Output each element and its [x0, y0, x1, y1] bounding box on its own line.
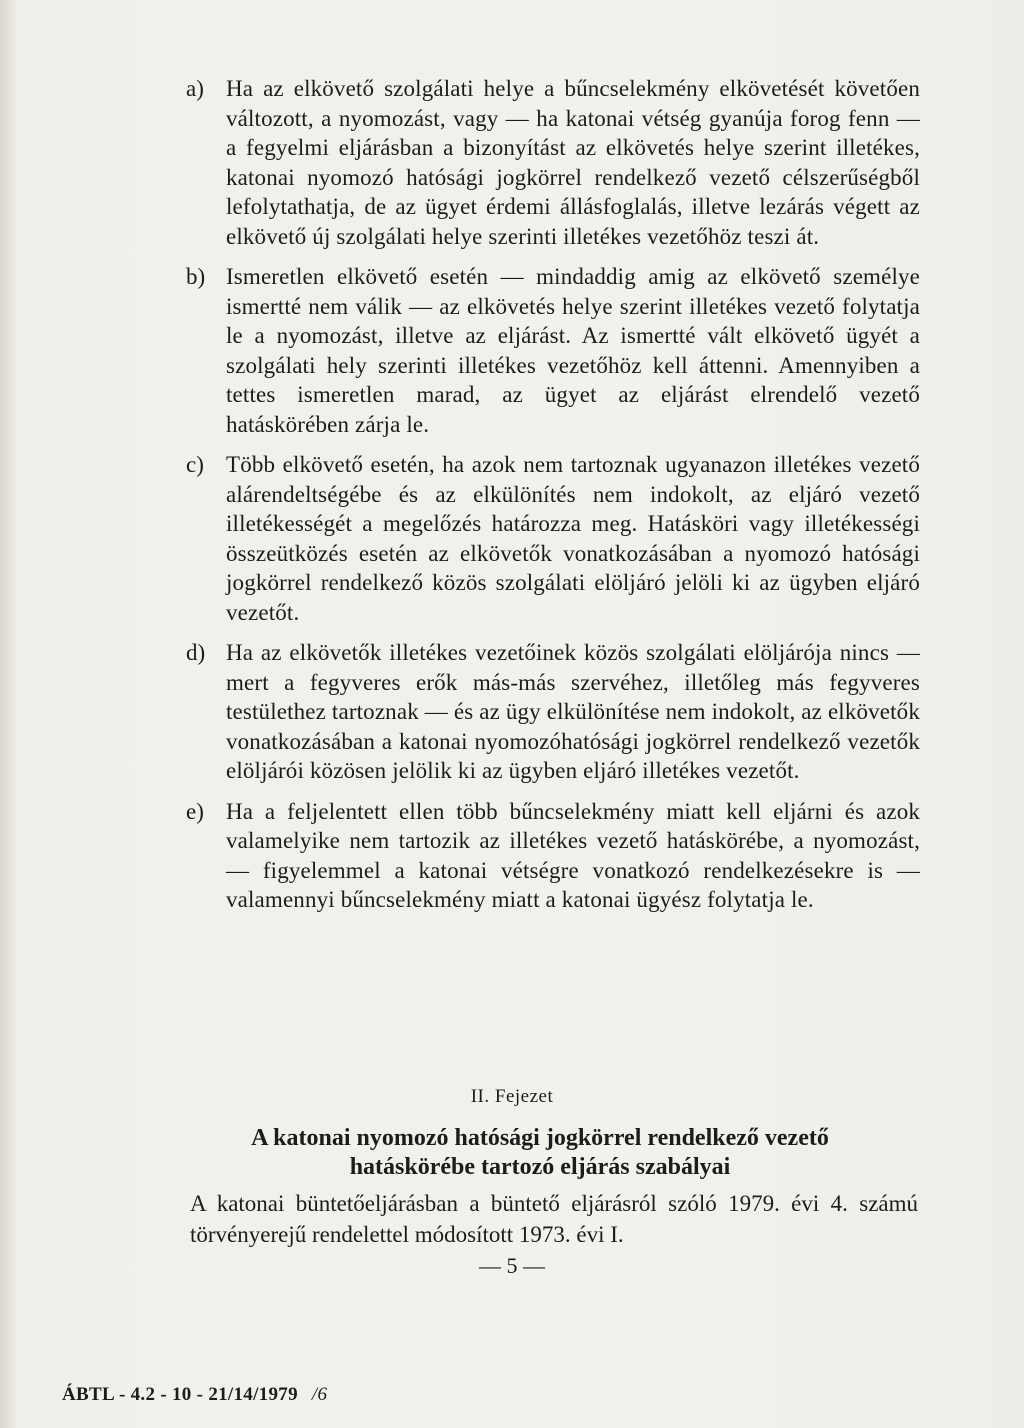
item-text: Több elkövető esetén, ha azok nem tartoznak ugyanazon illetékes vezető alárendeltségébe és az elkülönítés nem indokolt, az eljáró vezető illetékességét a megelőzés határozza meg. Hatásköri vagy illetékességi összeütközés esetén az elkövetők vonatkozásában a nyomozó hatósági jogkörrel rendelkező közös szolgálati elöljáró jelöli ki az ügyben eljáró vezetőt.: [226, 452, 920, 625]
item-letter: b): [186, 264, 206, 289]
list-item-e: [186, 797, 920, 915]
body-paragraph: A katonai büntetőeljárásban a büntető eljárásról szóló 1979. évi 4. számú törvényerejű rendelettel módosított 1973. évi I.: [190, 1191, 918, 1247]
list-item-a: [186, 74, 920, 251]
section-title-line-1: A katonai nyomozó hatósági jogkörrel rendelkező vezető: [251, 1125, 829, 1151]
archive-reference-suffix: /6: [311, 1384, 328, 1405]
page-number: — 5 —: [479, 1253, 545, 1278]
section-title-line-2: hatáskörébe tartozó eljárás szabályai: [349, 1154, 731, 1180]
item-letter: a): [186, 76, 204, 101]
item-text: Ismeretlen elkövető esetén — mindaddig amig az elkövető személye ismertté nem válik — az elkövetés helye szerint illetékes vezető folytatja le a nyomozást, illetve az eljárást. Az ismertté vált elkövető ügyét a szolgálati hely szerinti illetékes vezetőhöz kell áttenni. Amennyiben a tettes ismeretlen marad, az ügyet az eljárást elrendelő vezető hatáskörében zárja le.: [226, 264, 920, 437]
item-letter: d): [186, 640, 206, 665]
archive-reference: [62, 1384, 327, 1406]
item-letter: c): [186, 452, 204, 477]
chapter-heading: II. Fejezet: [470, 1086, 554, 1107]
list-item-d: [186, 638, 920, 786]
item-list: [186, 74, 920, 926]
archive-reference-code: ÁBTL - 4.2 - 10 - 21/14/1979: [62, 1384, 298, 1405]
list-item-b: [186, 262, 920, 439]
item-text: Ha az elkövető szolgálati helye a bűncselekmény elkövetését követően változott, a nyomozást, vagy — ha katonai vétség gyanúja forog fenn — a fegyelmi eljárásban a bizonyítást az elkövetés helye szerint illetékes, katonai nyomozó hatósági jogkörrel rendelkező vezető célszerűségből lefolytathatja, de az ügyet érdemi állásfoglalás, illetve lezárás végett az elkövető új szolgálati helye szerinti illetékes vezetőhöz teszi át.: [226, 76, 920, 249]
item-text: Ha a feljelentett ellen több bűncselekmény miatt kell eljárni és azok valamelyike nem tartozik az illetékes vezető hatáskörébe, a nyomozást, — figyelemmel a katonai vétségre vonatkozó rendelkezésekre is — valamennyi bűncselekmény miatt a katonai ügyész folytatja le.: [226, 798, 920, 912]
item-text: Ha az elkövetők illetékes vezetőinek közös szolgálati elöljárója nincs — mert a fegyveres erők más-más szervéhez, illetőleg más fegyveres testülethez tartoznak — és az ügy elkülönítése nem indokolt, az elkövetők vonatkozásában a katonai nyomozóhatósági jogkörrel rendelkező vezetők elöljárói közösen jelölik ki az ügyben eljáró illetékes vezetőt.: [226, 640, 920, 783]
item-letter: e): [186, 798, 204, 824]
section-title: [150, 1124, 930, 1182]
list-item-c: [186, 450, 920, 627]
